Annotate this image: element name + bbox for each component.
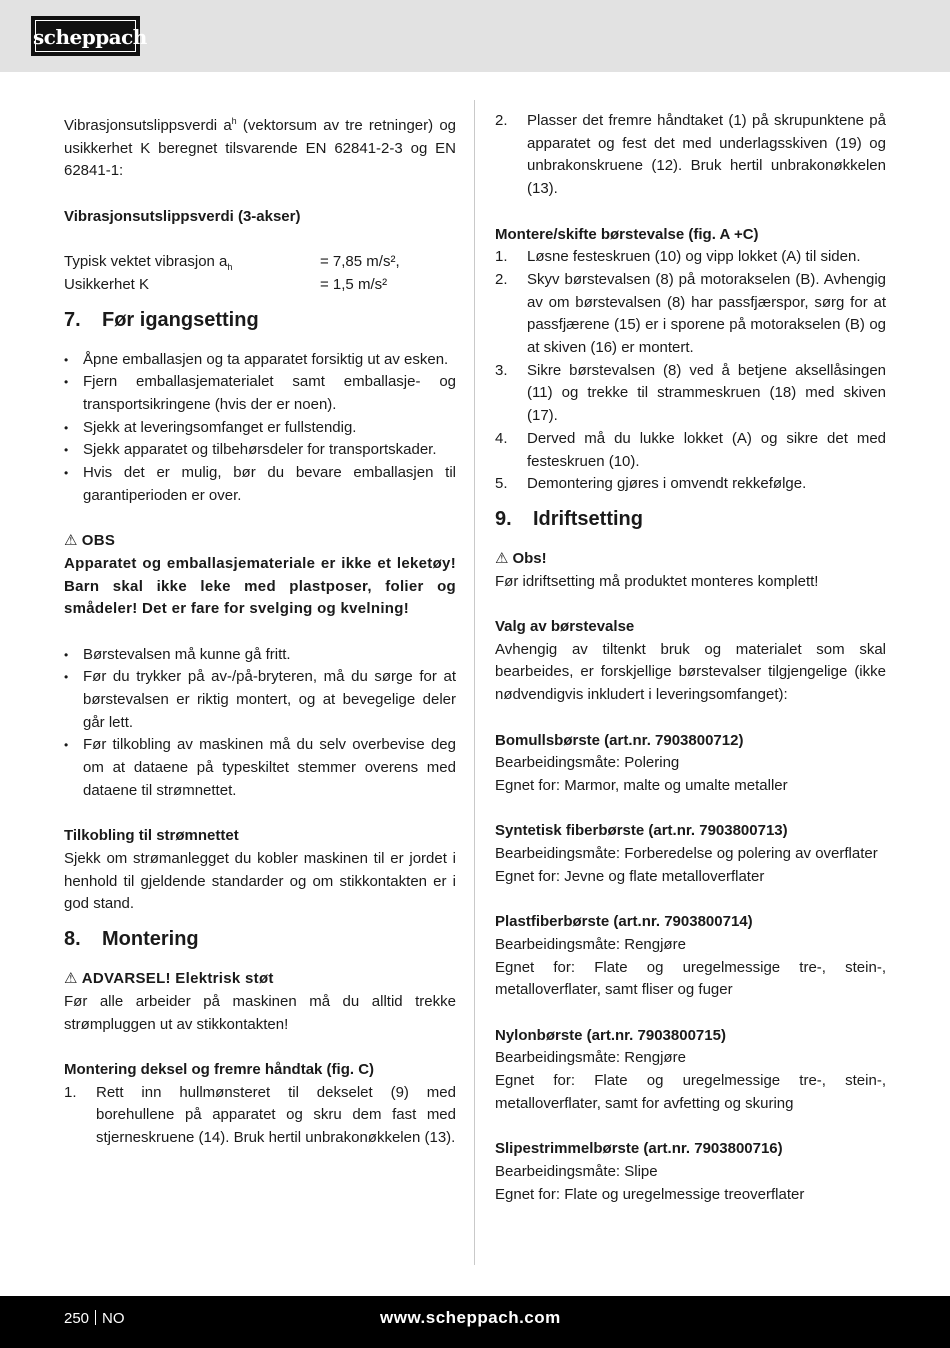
mounting-steps-continued (495, 110, 886, 201)
list-item: • Åpne emballasjen og ta apparatet forsiktig ut av esken. (64, 349, 456, 372)
brush-title: Plastfiberbørste (art.nr. 7903800714) (495, 913, 753, 931)
brush-title: Slipestrimmelbørste (art.nr. 7903800716) (495, 1140, 783, 1158)
obs-heading: ⚠ OBS (64, 532, 116, 550)
list-item: 2. Skyv børstevalsen (8) på motorakselen (B). Avhengig av om børstevalsen (8) har passfjærspor, sørg for at passfjærene (15) er i sporene på motorakselen (B) og at skiven (16) er montert. (495, 270, 886, 357)
brush-suitable: Egnet for: Marmor, malte og umalte metaller (495, 776, 788, 794)
brush-method: Bearbeidingsmåte: Rengjøre (495, 935, 686, 953)
website-link[interactable]: www.scheppach.com (380, 1308, 561, 1327)
brush-title: Bomullsbørste (art.nr. 7903800712) (495, 731, 744, 749)
left-column (64, 110, 456, 1150)
list-item: 5. Demontering gjøres i omvendt rekkefølge. (495, 475, 807, 493)
brush-title: Syntetisk fiberbørste (art.nr. 7903800713) (495, 822, 788, 840)
warning-icon: ⚠ (64, 532, 78, 550)
brush-method: Bearbeidingsmåte: Rengjøre (495, 1049, 686, 1067)
scheppach-logo: scheppach (31, 16, 140, 56)
section-heading-9: 9. Idriftsetting (495, 507, 643, 530)
section-heading-7: 7. Før igangsetting (64, 308, 259, 331)
brush-entry (495, 1138, 886, 1206)
page-footer (0, 1296, 950, 1348)
brush-suitable: Egnet for: Flate og uregelmessige tre-, stein-, metalloverflater, samt fliser og fuger (495, 958, 886, 999)
brush-mount-heading: Montere/skifte børstevalse (fig. A +C) (495, 225, 759, 243)
page-header (0, 0, 950, 72)
brush-entry (495, 911, 886, 1002)
brush-mount-steps (495, 246, 886, 496)
obs2-text: Før idriftsetting må produktet monteres komplett! (495, 572, 819, 590)
list-item: 2. Plasser det fremre håndtaket (1) på skrupunktene på apparatet og fest det med underlagsskiven (19) og unbrakonskruene (12). Bruk hertil unbrakonøkkelen (13). (495, 112, 886, 198)
brush-selection-text: Avhengig av tiltenkt bruk og materialet som skal bearbeides, er forskjellige børstevalser tilgjengelige (ikke nødvendigvis inkludert i leveringsomfanget): (495, 640, 886, 704)
list-item: • Fjern emballasjematerialet samt emballasje- og transportsikringene (hvis der er noen). (64, 371, 456, 416)
vibration-heading: Vibrasjonsutslippsverdi (3-akser) (64, 207, 301, 225)
safety-list (64, 644, 456, 803)
advarsel-text: Før alle arbeider på maskinen må du alltid trekke strømpluggen ut av stikkontakten! (64, 992, 456, 1033)
brush-method: Bearbeidingsmåte: Forberedelse og polering av overflater (495, 845, 878, 863)
brush-entry (495, 730, 886, 798)
brush-selection-heading: Valg av børstevalse (495, 618, 635, 636)
spec-row-uncertainty: Usikkerhet K = 1,5 m/s² (64, 275, 388, 293)
mounting-steps (64, 1082, 456, 1150)
grid-heading: Tilkobling til strømnettet (64, 827, 239, 845)
column-divider (474, 100, 475, 1265)
page-number: 250 NO (64, 1310, 125, 1327)
list-item: • Børstevalsen må kunne gå fritt. (64, 644, 456, 667)
warning-icon: ⚠ (495, 549, 509, 567)
spec-row-vibration: Typisk vektet vibrasjon $a_h$ = 7,85 m/s², (64, 253, 400, 273)
advarsel-heading: ⚠ ADVARSEL! Elektrisk støt (64, 970, 274, 988)
list-item: • Før tilkobling av maskinen må du selv overbevise deg om at dataene på typeskiltet stemmer overens med dataene til strømnettet. (64, 734, 456, 802)
brush-method: Bearbeidingsmåte: Slipe (495, 1162, 658, 1180)
right-column (495, 110, 886, 1206)
section-heading-8: 8. Montering (64, 928, 199, 951)
vibration-intro: Vibrasjonsutslippsverdi $a^h$ (vektorsum av tre retninger) og usikkerhet K beregnet tilsvarende EN 62841-2-3 og EN 62841-1: (64, 116, 456, 180)
list-item: • Sjekk apparatet og tilbehørsdeler for transportskader. (64, 439, 456, 462)
brush-method: Bearbeidingsmåte: Polering (495, 754, 680, 772)
unpacking-list (64, 349, 456, 508)
brush-suitable: Egnet for: Flate og uregelmessige treoverflater (495, 1185, 805, 1203)
warning-icon: ⚠ (64, 970, 78, 988)
mounting-heading: Montering deksel og fremre håndtak (fig. C) (64, 1060, 375, 1078)
list-item: 4. Derved må du lukke lokket (A) og sikre det med festeskruen (10). (495, 429, 886, 470)
grid-text: Sjekk om strømanlegget du kobler maskinen til er jordet i henhold til gjeldende standarder og om stikkontakten er i god stand. (64, 849, 456, 913)
brush-suitable: Egnet for: Flate og uregelmessige tre-, stein-, metalloverflater, samt for avfetting og skuring (495, 1072, 886, 1112)
list-item: • Sjekk at leveringsomfanget er fullstendig. (64, 417, 456, 440)
list-item: • Før du trykker på av-/på-bryteren, må du sørge for at børstevalsen er riktig montert, og at bevegelige deler går lett. (64, 666, 456, 734)
obs2-heading: ⚠ Obs! (495, 549, 547, 567)
brush-title: Nylonbørste (art.nr. 7903800715) (495, 1026, 726, 1044)
brush-entry (495, 1025, 886, 1116)
obs-text: Apparatet og emballasjemateriale er ikke et leketøy! Barn skal ikke leke med plastposer, folier og smådeler! Det er fare for svelging og kvelning! (64, 554, 456, 618)
list-item: • Hvis det er mulig, bør du bevare emballasjen til garantiperioden er over. (64, 462, 456, 507)
brush-suitable: Egnet for: Jevne og flate metalloverflater (495, 867, 765, 885)
list-item: 1. Løsne festeskruen (10) og vipp lokket (A) til siden. (495, 248, 861, 266)
list-item: 1. Rett inn hullmønsteret til dekselet (9) med borehullene på apparatet og skru dem fast med stjerneskruene (14). Bruk hertil unbrakonøkkelen (13). (64, 1083, 456, 1146)
brush-entry (495, 820, 886, 888)
list-item: 3. Sikre børstevalsen (8) ved å betjene aksellåsingen (11) og trekke til strammeskruen (18) med skiven (17). (495, 361, 886, 425)
